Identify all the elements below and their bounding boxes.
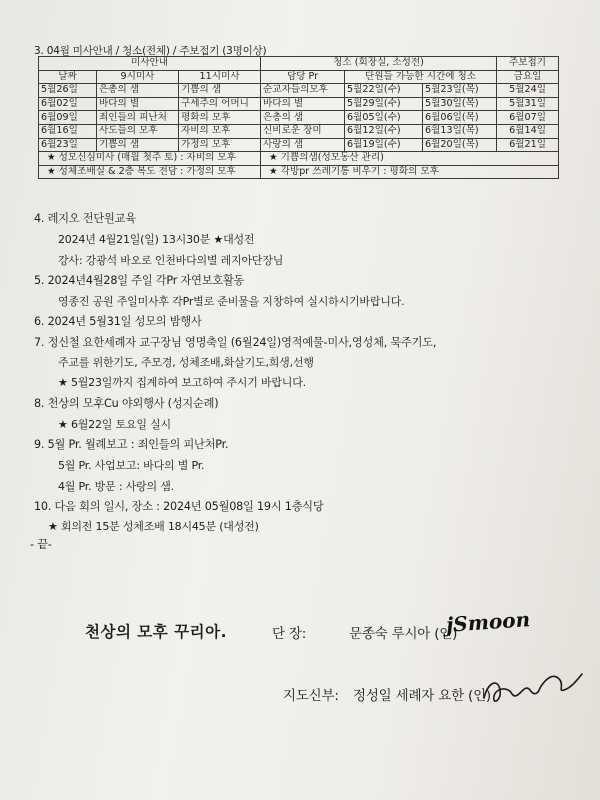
item-7-deadline: ★ 5월23일까지 집계하여 보고하여 주시기 바랍니다. xyxy=(58,376,306,389)
table-row xyxy=(39,111,559,125)
cell-pr: 순교자들의모후 xyxy=(261,84,345,98)
cell-clean-thu: 5월30일(목) xyxy=(423,97,497,111)
cell-9am: 은총의 샘 xyxy=(97,84,179,98)
cell-9am: 기쁨의 샘 xyxy=(97,138,179,152)
cell-11am: 평화의 모후 xyxy=(179,111,261,125)
cell-clean-thu: 6월06일(목) xyxy=(423,111,497,125)
item-5-title: 5. 2024년4월28일 주일 각Pr 자연보호활동 xyxy=(34,274,245,287)
item-4-lecturer: 강사: 강광석 바오로 인천바다의별 레지아단장님 xyxy=(58,254,284,267)
signature-org: 천상의 모후 꾸리아. xyxy=(85,623,227,641)
cell-clean-wed: 5월29일(수) xyxy=(345,97,423,111)
cell-clean-wed: 6월19일(수) xyxy=(345,138,423,152)
cell-pr: 신비로운 장미 xyxy=(261,124,345,138)
item-7-detail: 주교를 위한기도, 주모경, 성체조배,화살기도,희생,선행 xyxy=(58,356,314,369)
cell-date: 6월09일 xyxy=(39,111,97,125)
end-mark: - 끝- xyxy=(30,538,52,551)
item-7-title: 7. 정신철 요한세례자 교구장님 영명축일 (6월24일)영적예물-미사,영성체, 묵주기도, xyxy=(34,336,437,349)
cell-9am: 사도들의 모후 xyxy=(97,124,179,138)
item-6-title: 6. 2024년 5월31일 성모의 밤행사 xyxy=(34,315,202,328)
signature-name-director: 정성일 세례자 요한 (인) xyxy=(353,688,491,704)
cell-11am: 기쁨의 샘 xyxy=(179,84,261,98)
cell-pr: 사랑의 샘 xyxy=(261,138,345,152)
item-10-title: 10. 다음 회의 일시, 장소 : 2024년 05월08일 19시 1층식당 xyxy=(34,500,324,513)
signature-role-president: 단 장: xyxy=(272,626,307,642)
col-date-header: 날짜 xyxy=(39,70,97,84)
item-9-business-report: 5월 Pr. 사업보고: 바다의 별 Pr. xyxy=(58,459,205,472)
section-3-title: 3. 04월 미사안내 / 청소(전체) / 주보접기 (3명이상) xyxy=(34,45,267,57)
cell-date: 6월23일 xyxy=(39,138,97,152)
col-9am-header: 9시미사 xyxy=(97,70,179,84)
table-note-row xyxy=(39,152,559,166)
note-marian-mass: ★ 성모신심미사 (매월 첫주 토) : 자비의 모후 xyxy=(39,152,261,166)
col-11am-header: 11시미사 xyxy=(179,70,261,84)
cell-fri: 5월24일 xyxy=(497,84,559,98)
item-8-title: 8. 천상의 모후Cu 야외행사 (성지순례) xyxy=(34,397,219,410)
table-row xyxy=(39,138,559,152)
note-garden: ★ 기쁨의샘(성모동산 관리) xyxy=(261,152,559,166)
item-8-date: ★ 6월22일 토요일 실시 xyxy=(58,418,171,431)
cell-date: 6월16일 xyxy=(39,124,97,138)
item-9-visit: 4월 Pr. 방문 : 사랑의 샘. xyxy=(58,480,174,493)
signature-stamp-president: jSmoon xyxy=(445,607,531,637)
cell-clean-thu: 5월23일(목) xyxy=(423,84,497,98)
item-4-title: 4. 레지오 전단원교육 xyxy=(34,212,136,225)
cell-pr: 바다의 별 xyxy=(261,97,345,111)
handwritten-signature-director xyxy=(478,660,588,710)
cell-fri: 5월31일 xyxy=(497,97,559,111)
cell-clean-wed: 5월22일(수) xyxy=(345,84,423,98)
col-pr-header: 담당 Pr xyxy=(261,70,345,84)
signature-name-president: 문종숙 루시아 (인) xyxy=(349,626,458,642)
group-mass-header: 미사안내 xyxy=(39,57,261,71)
table-group-header-row xyxy=(39,57,559,71)
cell-date: 6월02일 xyxy=(39,97,97,111)
cell-pr: 은총의 샘 xyxy=(261,111,345,125)
schedule-table xyxy=(38,56,559,179)
cell-fri: 6월07일 xyxy=(497,111,559,125)
table-note-row xyxy=(39,165,559,179)
cell-clean-wed: 6월12일(수) xyxy=(345,124,423,138)
note-trash: ★ 각방pr 쓰레기통 비우기 : 평화의 모후 xyxy=(261,165,559,179)
table-row xyxy=(39,124,559,138)
note-adoration-room: ★ 성체조배실 & 2층 복도 전담 : 가정의 모후 xyxy=(39,165,261,179)
cell-11am: 가정의 모후 xyxy=(179,138,261,152)
cell-fri: 6월21일 xyxy=(497,138,559,152)
cell-9am: 죄인들의 피난처 xyxy=(97,111,179,125)
item-5-detail: 영종진 공원 주일미사후 각Pr별로 준비물을 지창하여 실시하시기바랍니다. xyxy=(58,295,405,308)
col-fri-header: 금요일 xyxy=(497,70,559,84)
item-10-note: ★ 회의전 15분 성체조배 18시45분 (대성전) xyxy=(48,520,259,533)
item-4-date: 2024년 4월21일(일) 13시30분 ★대성전 xyxy=(58,233,255,246)
cell-11am: 자비의 모후 xyxy=(179,124,261,138)
table-row xyxy=(39,84,559,98)
cell-clean-thu: 6월20일(목) xyxy=(423,138,497,152)
cell-9am: 바다의 별 xyxy=(97,97,179,111)
cell-clean-wed: 6월05일(수) xyxy=(345,111,423,125)
table-row xyxy=(39,97,559,111)
cell-date: 5월26일 xyxy=(39,84,97,98)
group-fold-header: 주보접기 xyxy=(497,57,559,71)
col-avail-header: 단원들 가능한 시간에 청소 xyxy=(345,70,497,84)
signature-role-director: 지도신부: xyxy=(283,688,339,704)
item-9-title: 9. 5월 Pr. 월례보고 : 죄인들의 피난처Pr. xyxy=(34,438,229,451)
group-clean-header: 청소 (회장실, 소성전) xyxy=(261,57,497,71)
cell-11am: 구세주의 어머니 xyxy=(179,97,261,111)
cell-clean-thu: 6월13일(목) xyxy=(423,124,497,138)
cell-fri: 6월14일 xyxy=(497,124,559,138)
table-column-header-row xyxy=(39,70,559,84)
